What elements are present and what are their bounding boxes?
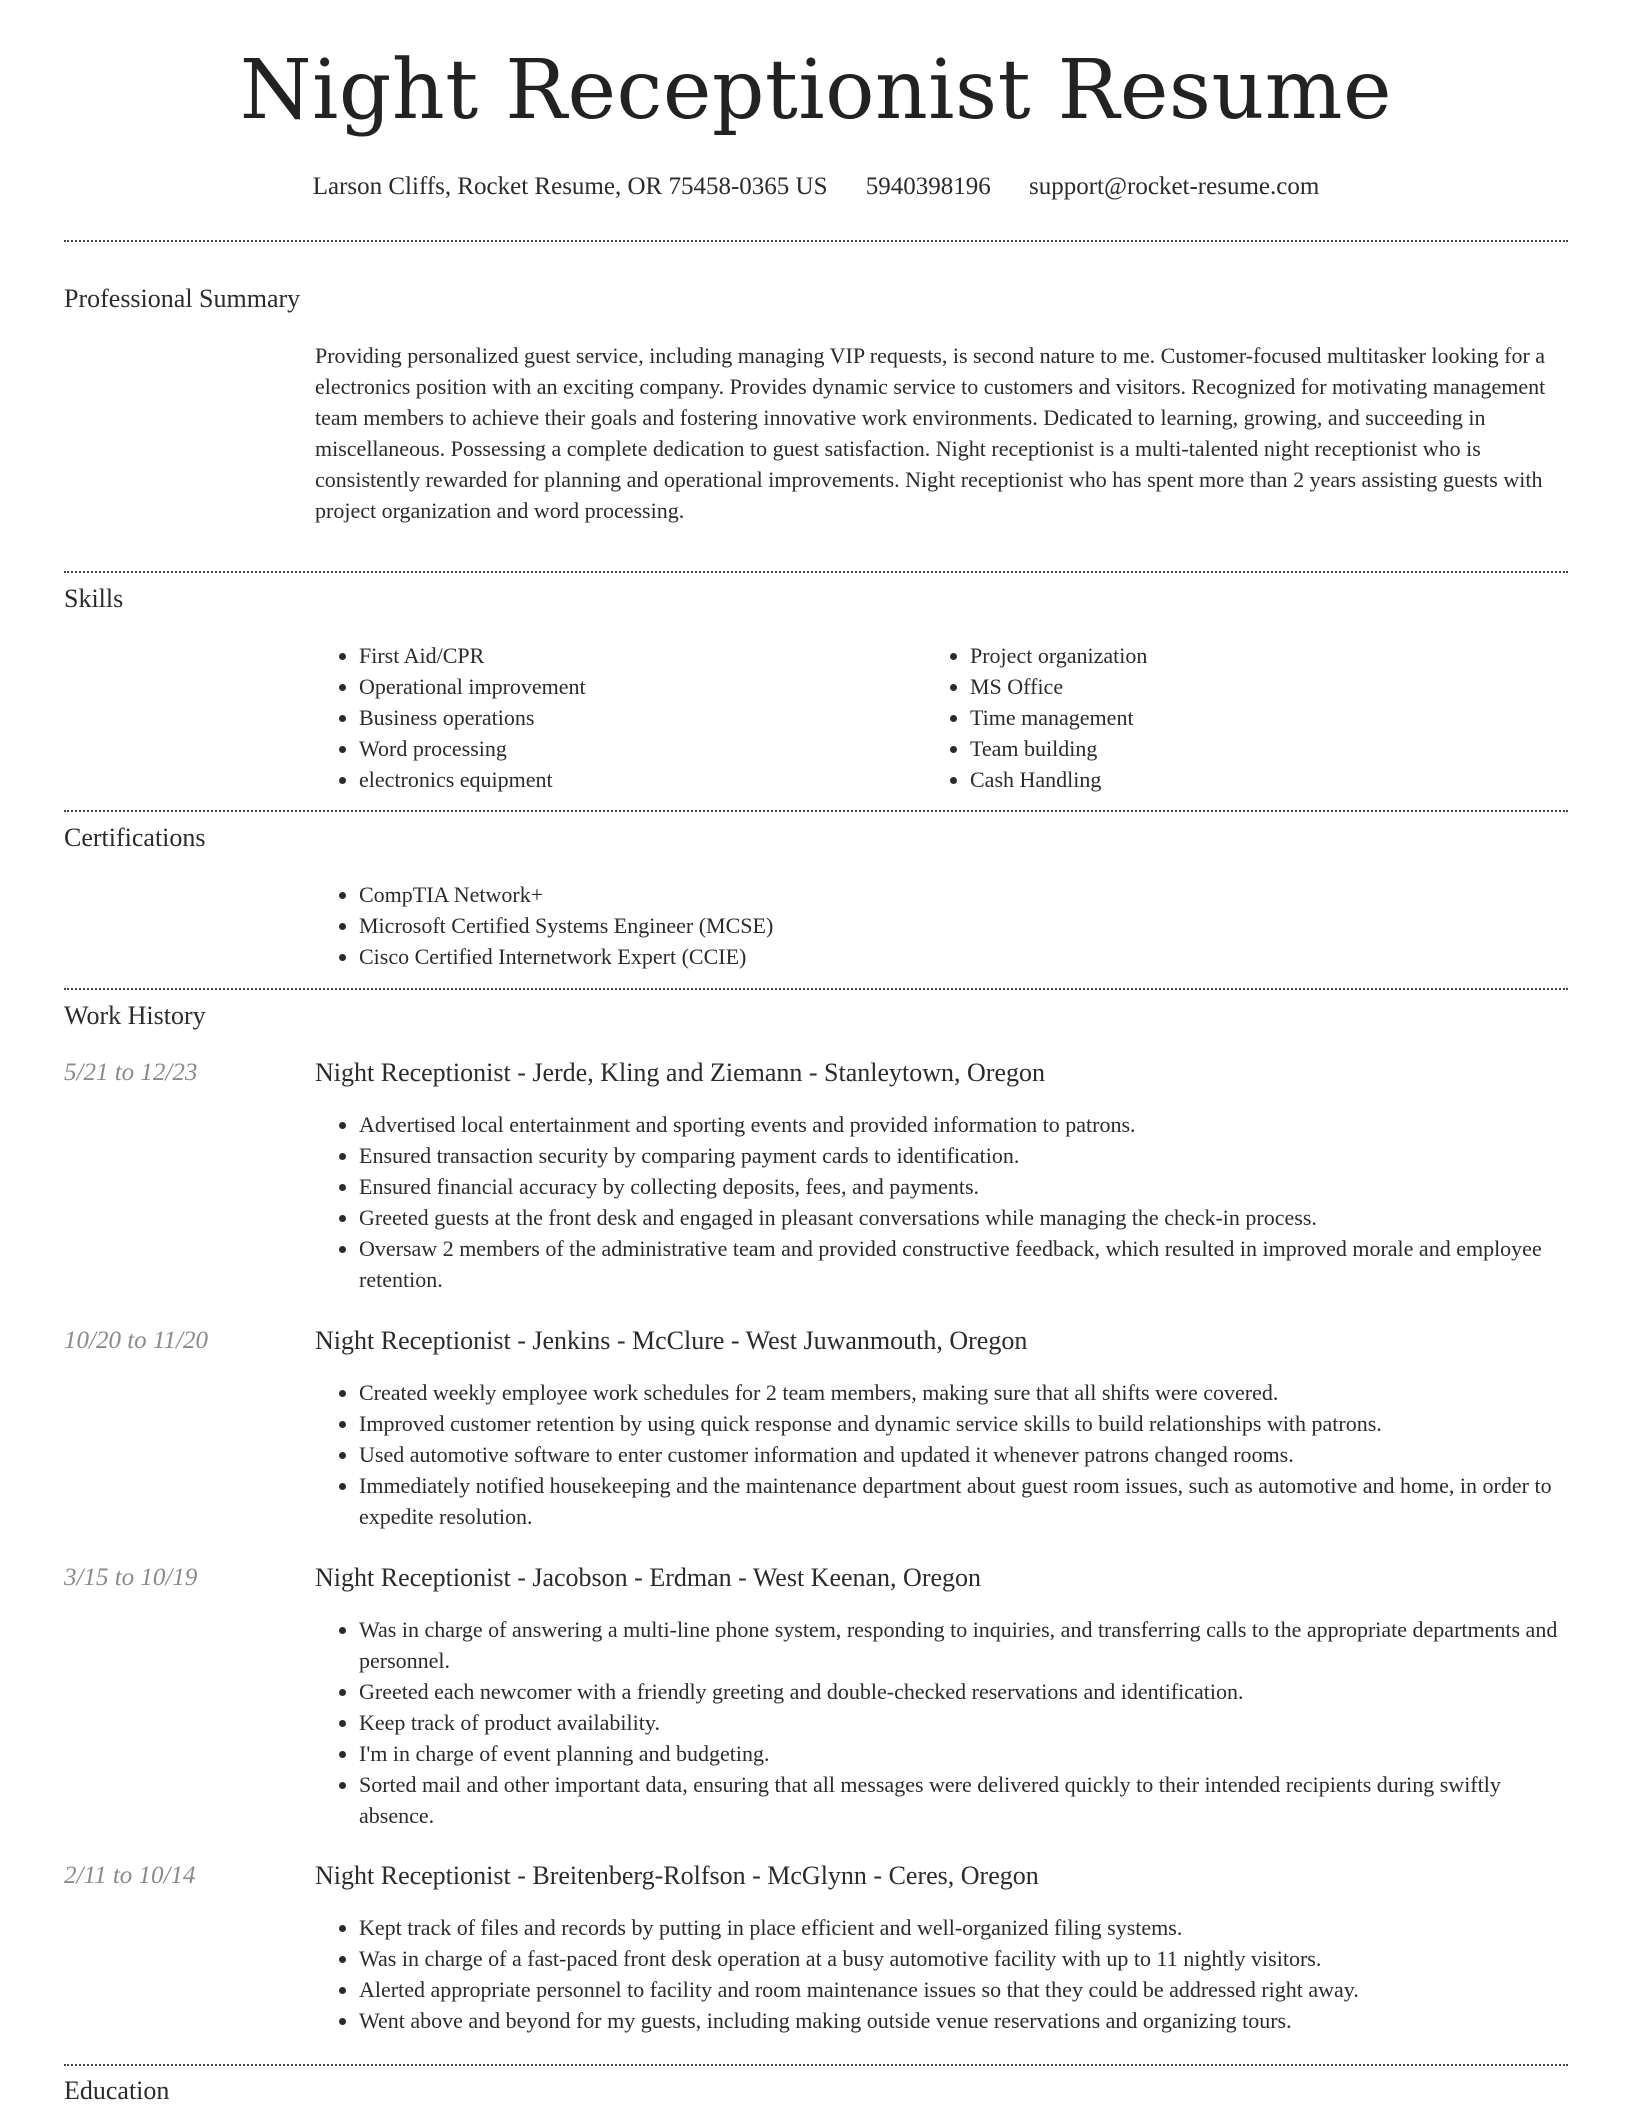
skill-item: • First Aid/CPR <box>359 640 915 671</box>
contact-email: support@rocket-resume.com <box>1029 173 1320 200</box>
summary-heading: Professional Summary <box>64 284 301 313</box>
job-bullet: • Advertised local entertainment and sporting events and provided information to patrons. <box>359 1109 1570 1140</box>
job-title: Night Receptionist - Jacobson - Erdman - West Keenan, Oregon <box>315 1563 982 1592</box>
certifications-heading: Certifications <box>64 823 206 852</box>
job-bullet: • Improved customer retention by using quick response and dynamic service skills to build relationships with patrons. <box>359 1408 1570 1439</box>
divider <box>64 810 1568 812</box>
skill-item: • Time management <box>970 702 1526 733</box>
certification-item: • Cisco Certified Internetwork Expert (CCIE) <box>359 941 1570 972</box>
job-bullet: • Created weekly employee work schedules for 2 team members, making sure that all shifts were covered. <box>359 1377 1570 1408</box>
job-title: Night Receptionist - Breitenberg-Rolfson - McGlynn - Ceres, Oregon <box>315 1861 1039 1890</box>
skills-heading: Skills <box>64 584 124 613</box>
divider <box>64 2064 1568 2066</box>
job-bullet: • Went above and beyond for my guests, including making outside venue reservations and organizing tours. <box>359 2005 1570 2036</box>
skills-column-right <box>926 640 1526 795</box>
divider <box>64 988 1568 990</box>
job-bullets <box>315 1109 1570 1295</box>
job-dates: 5/21 to 12/23 <box>64 1059 198 1086</box>
job-bullet: • Ensured transaction security by comparing payment cards to identification. <box>359 1140 1570 1171</box>
skill-item: • Word processing <box>359 733 915 764</box>
job-bullet: • Keep track of product availability. <box>359 1707 1570 1738</box>
job-bullet: • Oversaw 2 members of the administrative team and provided constructive feedback, which resulted in improved morale and employee retention. <box>359 1233 1570 1295</box>
job-title: Night Receptionist - Jerde, Kling and Ziemann - Stanleytown, Oregon <box>315 1058 1046 1087</box>
skill-item: • Project organization <box>970 640 1526 671</box>
education-heading: Education <box>64 2076 170 2105</box>
skill-item: • MS Office <box>970 671 1526 702</box>
job-dates: 10/20 to 11/20 <box>64 1327 208 1354</box>
job-bullet: • Ensured financial accuracy by collecting deposits, fees, and payments. <box>359 1171 1570 1202</box>
job-bullets <box>315 1377 1570 1532</box>
job-bullet: • Greeted guests at the front desk and engaged in pleasant conversations while managing the check-in process. <box>359 1202 1570 1233</box>
contact-line <box>0 173 1632 201</box>
certification-item: • Microsoft Certified Systems Engineer (MCSE) <box>359 910 1570 941</box>
summary-text: Providing personalized guest service, including managing VIP requests, is second nature to me. Customer-focused multitasker looking for a electronics position with an exciting company. Provides dynamic service to customers and visitors. Recognized for motivating management team members to achieve their goals and fostering innovative work environments. Dedicated to learning, growing, and succeeding in miscellaneous. Possessing a complete dedication to guest satisfaction. Night receptionist is a multi-talented night receptionist who is consistently rewarded for planning and operational improvements. Night receptionist who has spent more than 2 years assisting guests with project organization and word processing. <box>315 343 1546 523</box>
divider <box>64 240 1568 242</box>
job-bullet: • I'm in charge of event planning and budgeting. <box>359 1738 1570 1769</box>
job-bullet: • Immediately notified housekeeping and the maintenance department about guest room issues, such as automotive and home, in order to expedite resolution. <box>359 1470 1570 1532</box>
job-bullet: • Alerted appropriate personnel to facility and room maintenance issues so that they could be addressed right away. <box>359 1974 1570 2005</box>
skill-item: • Team building <box>970 733 1526 764</box>
skill-item: • Cash Handling <box>970 764 1526 795</box>
contact-address: Larson Cliffs, Rocket Resume, OR 75458-0365 US <box>312 173 828 200</box>
job-dates: 3/15 to 10/19 <box>64 1564 198 1591</box>
resume-title: Night Receptionist Resume <box>239 43 1393 138</box>
job-bullet: • Was in charge of answering a multi-line phone system, responding to inquiries, and transferring calls to the appropriate departments and personnel. <box>359 1614 1570 1676</box>
job-bullets <box>315 1614 1570 1831</box>
job-dates: 2/11 to 10/14 <box>64 1862 196 1889</box>
certifications-list <box>315 879 1570 972</box>
job-bullet: • Sorted mail and other important data, ensuring that all messages were delivered quickly to their intended recipients during swiftly absence. <box>359 1769 1570 1831</box>
skills-list <box>315 640 1570 800</box>
job-bullet: • Greeted each newcomer with a friendly greeting and double-checked reservations and identification. <box>359 1676 1570 1707</box>
job-title: Night Receptionist - Jenkins - McClure - West Juwanmouth, Oregon <box>315 1326 1028 1355</box>
skill-item: • electronics equipment <box>359 764 915 795</box>
job-bullet: • Was in charge of a fast-paced front desk operation at a busy automotive facility with up to 11 nightly visitors. <box>359 1943 1570 1974</box>
skill-item: • Operational improvement <box>359 671 915 702</box>
skills-column-left <box>315 640 915 795</box>
job-bullet: • Used automotive software to enter customer information and updated it whenever patrons changed rooms. <box>359 1439 1570 1470</box>
contact-phone: 5940398196 <box>865 173 991 200</box>
divider <box>64 571 1568 573</box>
certification-item: • CompTIA Network+ <box>359 879 1570 910</box>
work-history-heading: Work History <box>64 1001 206 1030</box>
job-bullets <box>315 1912 1570 2036</box>
job-bullet: • Kept track of files and records by putting in place efficient and well-organized filing systems. <box>359 1912 1570 1943</box>
skill-item: • Business operations <box>359 702 915 733</box>
